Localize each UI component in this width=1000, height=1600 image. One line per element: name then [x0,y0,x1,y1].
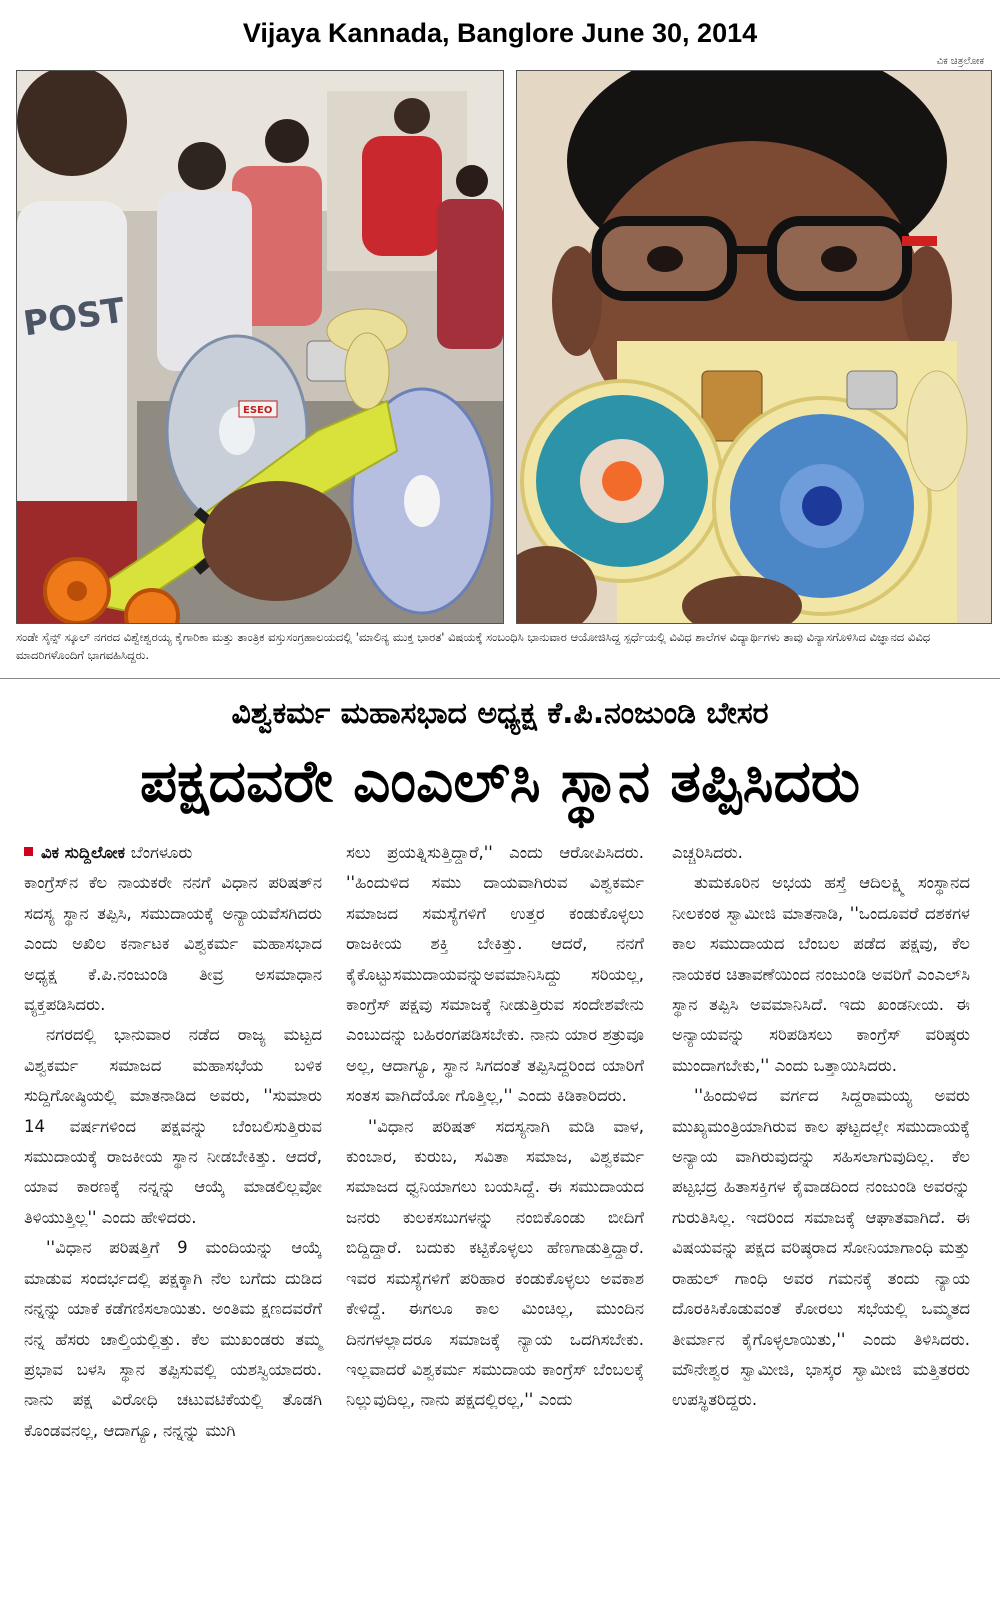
paragraph: ಸಲು ಪ್ರಯತ್ನಿಸುತ್ತಿದ್ದಾರೆ,'' ಎಂದು ಆರೋಪಿಸಿದರು. ''ಹಿಂದುಳಿದ ಸಮು ದಾಯವಾಗಿರುವ ವಿಶ್ವಕರ್ಮ ಸಮಾಜದ ಸಮಸ್ಯೆಗಳಿಗೆ ಉತ್ತರ ಕಂಡುಕೊಳ್ಳಲು ರಾಜಕೀಯ ಶಕ್ತಿ ಬೇಕಿತ್ತು. ಆದರೆ, ನನಗೆ ಕೈಕೊಟ್ಟುಸಮುದಾಯವನ್ನುಅವಮಾನಿಸಿದ್ದು ಸರಿಯಲ್ಲ, ಕಾಂಗ್ರೆಸ್ ಪಕ್ಷವು ಸಮಾಜಕ್ಕೆ ನೀಡುತ್ತಿರುವ ಸಂದೇಶವೇನು ಎಂಬುದನ್ನು ಬಹಿರಂಗಪಡಿಸಬೇಕು. ನಾನು ಯಾರ ಶತ್ರುವೂ ಅಲ್ಲ, ಆದಾಗ್ಯೂ, ಸ್ಥಾನ ಸಿಗದಂತೆ ತಪ್ಪಿಸಿದ್ದರಿಂದ ಯಾರಿಗೆ ಸಂತಸ ವಾಗಿದೆಯೋ ಗೊತ್ತಿಲ್ಲ,'' ಎಂದು ಕಿಡಿಕಾರಿದರು. [346,843,644,1106]
byline [24,838,322,868]
photo-boy-with-model [516,70,992,624]
svg-text:POST: POST [20,290,128,345]
paragraph: ''ಹಿಂದುಳಿದ ವರ್ಗದ ಸಿದ್ದರಾಮಯ್ಯ ಅವರು ಮುಖ್ಯಮಂತ್ರಿಯಾಗಿರುವ ಕಾಲ ಘಟ್ಟದಲ್ಲೇ ಸಮುದಾಯಕ್ಕೆ ಅನ್ಯಾಯ ವಾಗಿರುವುದನ್ನು ಸಹಿಸಲಾಗುವುದಿಲ್ಲ. ಕೆಲ ಪಟ್ಟಭದ್ರ ಹಿತಾಸಕ್ತಿಗಳ ಕೈವಾಡದಿಂದ ನಂಜುಂಡಿ ಅವರನ್ನು ಗುರುತಿಸಿಲ್ಲ. ಇದರಿಂದ ಸಮಾಜಕ್ಕೆ ಆಘಾತವಾಗಿದೆ. ಈ ವಿಷಯವನ್ನು ಪಕ್ಷದ ವರಿಷ್ಠರಾದ ಸೋನಿಯಾಗಾಂಧಿ ಮತ್ತು ರಾಹುಲ್ ಗಾಂಧಿ ಅವರ ಗಮನಕ್ಕೆ ತಂದು ನ್ಯಾಯ ದೊರಕಿಸಿಕೊಡುವಂತೆ ಕೋರಲು ಸಭೆಯಲ್ಲಿ ಒಮ್ಮತದ ತೀರ್ಮಾನ ಕೈಗೊಳ್ಳಲಾಯಿತು,'' ಎಂದು ತಿಳಿಸಿದರು. ಮೌನೇಶ್ವರ ಸ್ವಾಮೀಜಿ, ಭಾಸ್ಕರ ಸ್ವಾಮೀಜಿ ಮತ್ತಿತರರು ಉಪಸ್ಥಿತರಿದ್ದರು. [672,1086,970,1410]
bullet-icon [24,847,33,856]
byline-place: ಬೆಂಗಳೂರು [130,843,193,862]
photo-caption: ಸಂಡೇ ಸೈನ್ಸ್ ಸ್ಕೂಲ್ ನಗರದ ವಿಶ್ವೇಶ್ವರಯ್ಯ ಕೈಗಾರಿಕಾ ಮತ್ತು ತಾಂತ್ರಿಕ ವಸ್ತುಸಂಗ್ರಹಾಲಯದಲ್ಲಿ 'ಮಾಲಿನ್ಯ ಮುಕ್ತ ಭಾರತ' ವಿಷಯಕ್ಕೆ ಸಂಬಂಧಿಸಿ ಭಾನುವಾರ ಆಯೋಜಿಸಿದ್ದ ಸ್ಪರ್ಧೆಯಲ್ಲಿ ವಿವಿಧ ಶಾಲೆಗಳ ವಿದ್ಯಾರ್ಥಿಗಳು ತಾವು ವಿನ್ಯಾಸಗೊಳಿಸಿದ ವಿಜ್ಞಾನದ ವಿವಿಧ ಮಾದರಿಗಳೊಂದಿಗೆ ಭಾಗವಹಿಸಿದ್ದರು. [16,630,931,662]
photo-credit: ವಿಕ ಚಿತ್ರಲೋಕ [936,56,984,67]
article-column-3 [672,838,970,1416]
masthead: Vijaya Kannada, Banglore June 30, 2014 [242,18,758,48]
paragraph: ''ವಿಧಾನ ಪರಿಷತ್ ಸದಸ್ಯನಾಗಿ ಮಡಿ ವಾಳ, ಕುಂಬಾರ, ಕುರುಬ, ಸವಿತಾ ಸಮಾಜ, ವಿಶ್ವಕರ್ಮ ಸಮಾಜದ ಧ್ವನಿಯಾಗಲು ಬಯಸಿದ್ದೆ. ಈ ಸಮುದಾಯದ ಜನರು ಕುಲಕಸಬುಗಳನ್ನು ನಂಬಿಕೊಂಡು ಬೀದಿಗೆ ಬಿದ್ದಿದ್ದಾರೆ. ಬದುಕು ಕಟ್ಟಿಕೊಳ್ಳಲು ಹೆಣಗಾಡುತ್ತಿದ್ದಾರೆ. ಇವರ ಸಮಸ್ಯೆಗಳಿಗೆ ಪರಿಹಾರ ಕಂಡುಕೊಳ್ಳಲು ಅವಕಾಶ ಕೇಳಿದ್ದೆ. ಈಗಲೂ ಕಾಲ ಮಿಂಚಿಲ್ಲ, ಮುಂದಿನ ದಿನಗಳಲ್ಲಾದರೂ ಸಮಾಜಕ್ಕೆ ನ್ಯಾಯ ಒದಗಿಸಬೇಕು. ಇಲ್ಲವಾದರೆ ವಿಶ್ವಕರ್ಮ ಸಮುದಾಯ ಕಾಂಗ್ರೆಸ್ ಬೆಂಬಲಕ್ಕೆ ನಿಲ್ಲುವುದಿಲ್ಲ, ನಾನು ಪಕ್ಷದಲ್ಲಿರಲ್ಲ,'' ಎಂದು [346,1116,644,1410]
section-divider [0,678,1000,679]
article-kicker: ವಿಶ್ವಕರ್ಮ ಮಹಾಸಭಾದ ಅಧ್ಯಕ್ಷ ಕೆ.ಪಿ.ನಂಜುಂಡಿ ಬೇಸರ [231,696,769,731]
article-column-2 [346,838,644,1416]
article-headline: ಪಕ್ಷದವರೇ ಎಂಎಲ್‌ಸಿ ಸ್ಥಾನ ತಪ್ಪಿಸಿದರು [139,747,861,815]
byline-source: ವಿಕ ಸುದ್ದಿಲೋಕ [41,843,126,862]
paragraph: ಕಾಂಗ್ರೆಸ್‌ನ ಕೆಲ ನಾಯಕರೇ ನನಗೆ ವಿಧಾನ ಪರಿಷತ್‌ನ ಸದಸ್ಯ ಸ್ಥಾನ ತಪ್ಪಿಸಿ, ಸಮುದಾಯಕ್ಕೆ ಅನ್ಯಾಯವೆಸಗಿದರು ಎಂದು ಅಖಿಲ ಕರ್ನಾಟಕ ವಿಶ್ವಕರ್ಮ ಮಹಾಸಭಾದ ಅಧ್ಯಕ್ಷ ಕೆ.ಪಿ.ನಂಜುಂಡಿ ತೀವ್ರ ಅಸಮಾಧಾನ ವ್ಯಕ್ತಪಡಿಸಿದರು. [24,873,322,1015]
paragraph: ''ವಿಧಾನ ಪರಿಷತ್ತಿಗೆ 9 ಮಂದಿಯನ್ನು ಆಯ್ಕೆ ಮಾಡುವ ಸಂದರ್ಭದಲ್ಲಿ ಪಕ್ಷಕ್ಕಾಗಿ ನೆಲ ಬಗೆದು ದುಡಿದ ನನ್ನನ್ನು ಯಾಕೆ ಕಡೆಗಣಿಸಲಾಯಿತು. ಅಂತಿಮ ಕ್ಷಣದವರೆಗೆ ನನ್ನ ಹೆಸರು ಚಾಲ್ತಿಯಲ್ಲಿತ್ತು. ಕೆಲ ಮುಖಂಡರು ತಮ್ಮ ಪ್ರಭಾವ ಬಳಸಿ ಸ್ಥಾನ ತಪ್ಪಿಸುವಲ್ಲಿ ಯಶಸ್ವಿಯಾದರು. ನಾನು ಪಕ್ಷ ವಿರೋಧಿ ಚಟುವಟಿಕೆಯಲ್ಲಿ ತೊಡಗಿ ಕೊಂಡವನಲ್ಲ, ಆದಾಗ್ಯೂ, ನನ್ನನ್ನು ಮುಗಿ [24,1238,322,1440]
paragraph: ನಗರದಲ್ಲಿ ಭಾನುವಾರ ನಡೆದ ರಾಜ್ಯ ಮಟ್ಟದ ವಿಶ್ವಕರ್ಮ ಸಮಾಜದ ಮಹಾಸಭೆಯ ಬಳಿಕ ಸುದ್ದಿಗೋಷ್ಠಿಯಲ್ಲಿ ಮಾತನಾಡಿದ ಅವರು, ''ಸುಮಾರು 14 ವರ್ಷಗಳಿಂದ ಪಕ್ಷವನ್ನು ಬೆಂಬಲಿಸುತ್ತಿರುವ ಸಮುದಾಯಕ್ಕೆ ರಾಜಕೀಯ ಸ್ಥಾನ ನೀಡಬೇಕಿತ್ತು. ಆದರೆ, ಯಾವ ಕಾರಣಕ್ಕೆ ನನ್ನನ್ನು ಆಯ್ಕೆ ಮಾಡಲಿಲ್ಲವೋ ತಿಳಿಯುತ್ತಿಲ್ಲ'' ಎಂದು ಹೇಳಿದರು. [24,1025,322,1227]
article-column-1 [24,838,322,1446]
paragraph: ಎಚ್ಚರಿಸಿದರು. [672,843,743,862]
car-label: ESEO [243,405,273,416]
paragraph: ತುಮಕೂರಿನ ಅಭಯ ಹಸ್ತೆ ಆದಿಲಕ್ಷ್ಮಿ ಸಂಸ್ಥಾನದ ನೀಲಕಂಠ ಸ್ವಾಮೀಜಿ ಮಾತನಾಡಿ, ''ಒಂದೂವರೆ ದಶಕಗಳ ಕಾಲ ಸಮುದಾಯದ ಬೆಂಬಲ ಪಡೆದ ಪಕ್ಷವು, ಕೆಲ ನಾಯಕರ ಚಿತಾವಣೆಯಿಂದ ನಂಜುಂಡಿ ಅವರಿಗೆ ಎಂಎಲ್‌ಸಿ ಸ್ಥಾನ ತಪ್ಪಿಸಿ ಅವಮಾನಿಸಿದೆ. ಇದು ಖಂಡನೀಯ. ಈ ಅನ್ಯಾಯವನ್ನು ಸರಿಪಡಿಸಲು ಕಾಂಗ್ರೆಸ್ ವರಿಷ್ಠರು ಮುಂದಾಗಬೇಕು,'' ಎಂದು ಒತ್ತಾಯಿಸಿದರು. [672,873,970,1075]
photo-students-model-car [16,70,504,624]
